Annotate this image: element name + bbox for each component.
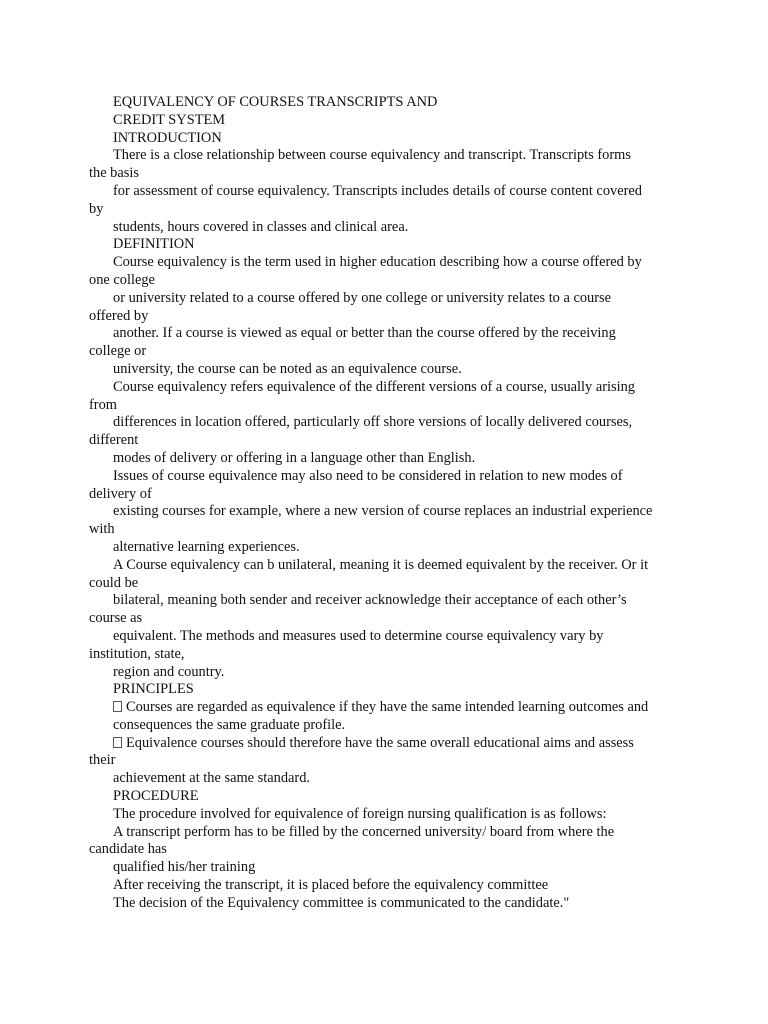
text-line-content: candidate has: [89, 841, 167, 858]
text-line-content: their: [89, 752, 116, 769]
text-line-content: the basis: [89, 165, 139, 182]
text-line-content: There is a close relationship between course equivalency and transcript. Transcripts forms: [113, 147, 631, 164]
text-line: [89, 361, 689, 379]
text-line: [89, 397, 689, 415]
text-line: [89, 752, 689, 770]
text-line: [89, 877, 689, 895]
text-line-content: bilateral, meaning both sender and receiver acknowledge their acceptance of each other’s: [113, 592, 627, 609]
text-line: [89, 486, 689, 504]
text-line-content: from: [89, 396, 117, 413]
text-line-content: by: [89, 200, 104, 217]
text-line: [89, 219, 689, 237]
text-line-content: qualified his/her training: [113, 859, 256, 876]
text-line: [89, 539, 689, 557]
text-line: [89, 859, 689, 877]
text-line: [89, 308, 689, 326]
text-line: [89, 806, 689, 824]
text-line: [89, 610, 689, 628]
text-line-content: A Course equivalency can b unilateral, meaning it is deemed equivalent by the receiver. Or it: [113, 556, 649, 573]
text-line-content: college or: [89, 343, 147, 360]
text-line: [89, 343, 689, 361]
text-line: [89, 130, 689, 148]
text-line: [89, 272, 689, 290]
bullet-box-icon: [113, 737, 122, 748]
text-line: [89, 770, 689, 788]
text-line-content: Course equivalency refers equivalence of the different versions of a course, usually arising: [113, 378, 636, 395]
text-line-content: A transcript perform has to be filled by the concerned university/ board from where the: [113, 823, 615, 840]
text-line-content: Issues of course equivalence may also need to be considered in relation to new modes of: [113, 467, 623, 484]
bullet-box-icon: [113, 701, 122, 712]
text-line: [89, 236, 689, 254]
text-line: [89, 254, 689, 272]
text-line: [89, 841, 689, 859]
document-body: [89, 94, 689, 913]
text-line-content: INTRODUCTION: [113, 129, 222, 146]
text-line-content: region and country.: [113, 663, 225, 680]
text-line: [89, 664, 689, 682]
text-line-content: university, the course can be noted as an equivalence course.: [113, 360, 462, 377]
text-line: [89, 646, 689, 664]
text-line: [89, 147, 689, 165]
text-line-content: or university related to a course offered by one college or university relates to a course: [113, 289, 612, 306]
text-line-content: students, hours covered in classes and clinical area.: [113, 218, 409, 235]
text-line: [89, 575, 689, 593]
text-line: [89, 681, 689, 699]
text-line: [89, 735, 689, 753]
text-line-content: CREDIT SYSTEM: [113, 111, 226, 128]
text-line-content: The decision of the Equivalency committee is communicated to the candidate.": [113, 894, 570, 911]
text-line: [89, 414, 689, 432]
text-line-content: achievement at the same standard.: [113, 770, 310, 787]
text-line-content: EQUIVALENCY OF COURSES TRANSCRIPTS AND: [113, 94, 438, 110]
text-line: [89, 112, 689, 130]
text-line: [89, 94, 689, 112]
text-line: [89, 788, 689, 806]
text-line: [89, 432, 689, 450]
text-line: [89, 824, 689, 842]
text-line: [89, 468, 689, 486]
text-line-content: DEFINITION: [113, 236, 195, 253]
text-line-content: another. If a course is viewed as equal or better than the course offered by the receiving: [113, 325, 616, 342]
text-line-content: existing courses for example, where a new version of course replaces an industrial experience: [113, 503, 653, 520]
text-line-content: modes of delivery or offering in a language other than English.: [113, 449, 476, 466]
text-line-content: alternative learning experiences.: [113, 538, 300, 555]
text-line: [89, 717, 689, 735]
text-line: [89, 201, 689, 219]
text-line-content: delivery of: [89, 485, 152, 502]
text-line-content: institution, state,: [89, 645, 185, 662]
text-line-content: Equivalence courses should therefore have the same overall educational aims and assess: [126, 734, 634, 751]
text-line: [89, 521, 689, 539]
text-line-content: course as: [89, 610, 143, 627]
text-line-content: for assessment of course equivalency. Transcripts includes details of course content covered: [113, 182, 642, 199]
text-line-content: Course equivalency is the term used in higher education describing how a course offered by: [113, 254, 642, 271]
text-line-content: After receiving the transcript, it is placed before the equivalency committee: [113, 877, 549, 894]
text-line: [89, 592, 689, 610]
text-line-content: could be: [89, 574, 139, 591]
text-line: [89, 503, 689, 521]
text-line-content: Courses are regarded as equivalence if they have the same intended learning outcomes and: [126, 699, 649, 716]
text-line-content: consequences the same graduate profile.: [113, 716, 346, 733]
text-line-content: The procedure involved for equivalence of foreign nursing qualification is as follows:: [113, 805, 607, 822]
text-line: [89, 183, 689, 201]
text-line: [89, 628, 689, 646]
text-line: [89, 895, 689, 913]
text-line-content: PRINCIPLES: [113, 681, 194, 698]
text-line: [89, 557, 689, 575]
text-line-content: PROCEDURE: [113, 788, 199, 805]
text-line: [89, 290, 689, 308]
text-line-content: differences in location offered, particularly off shore versions of locally delivered courses,: [113, 414, 633, 431]
text-line-content: offered by: [89, 307, 149, 324]
text-line: [89, 325, 689, 343]
text-line-content: different: [89, 432, 139, 449]
text-line: [89, 165, 689, 183]
text-line-content: one college: [89, 271, 155, 288]
text-line-content: with: [89, 521, 115, 538]
text-line: [89, 450, 689, 468]
text-line: [89, 379, 689, 397]
text-line-content: equivalent. The methods and measures used to determine course equivalency vary by: [113, 627, 604, 644]
text-line: [89, 699, 689, 717]
